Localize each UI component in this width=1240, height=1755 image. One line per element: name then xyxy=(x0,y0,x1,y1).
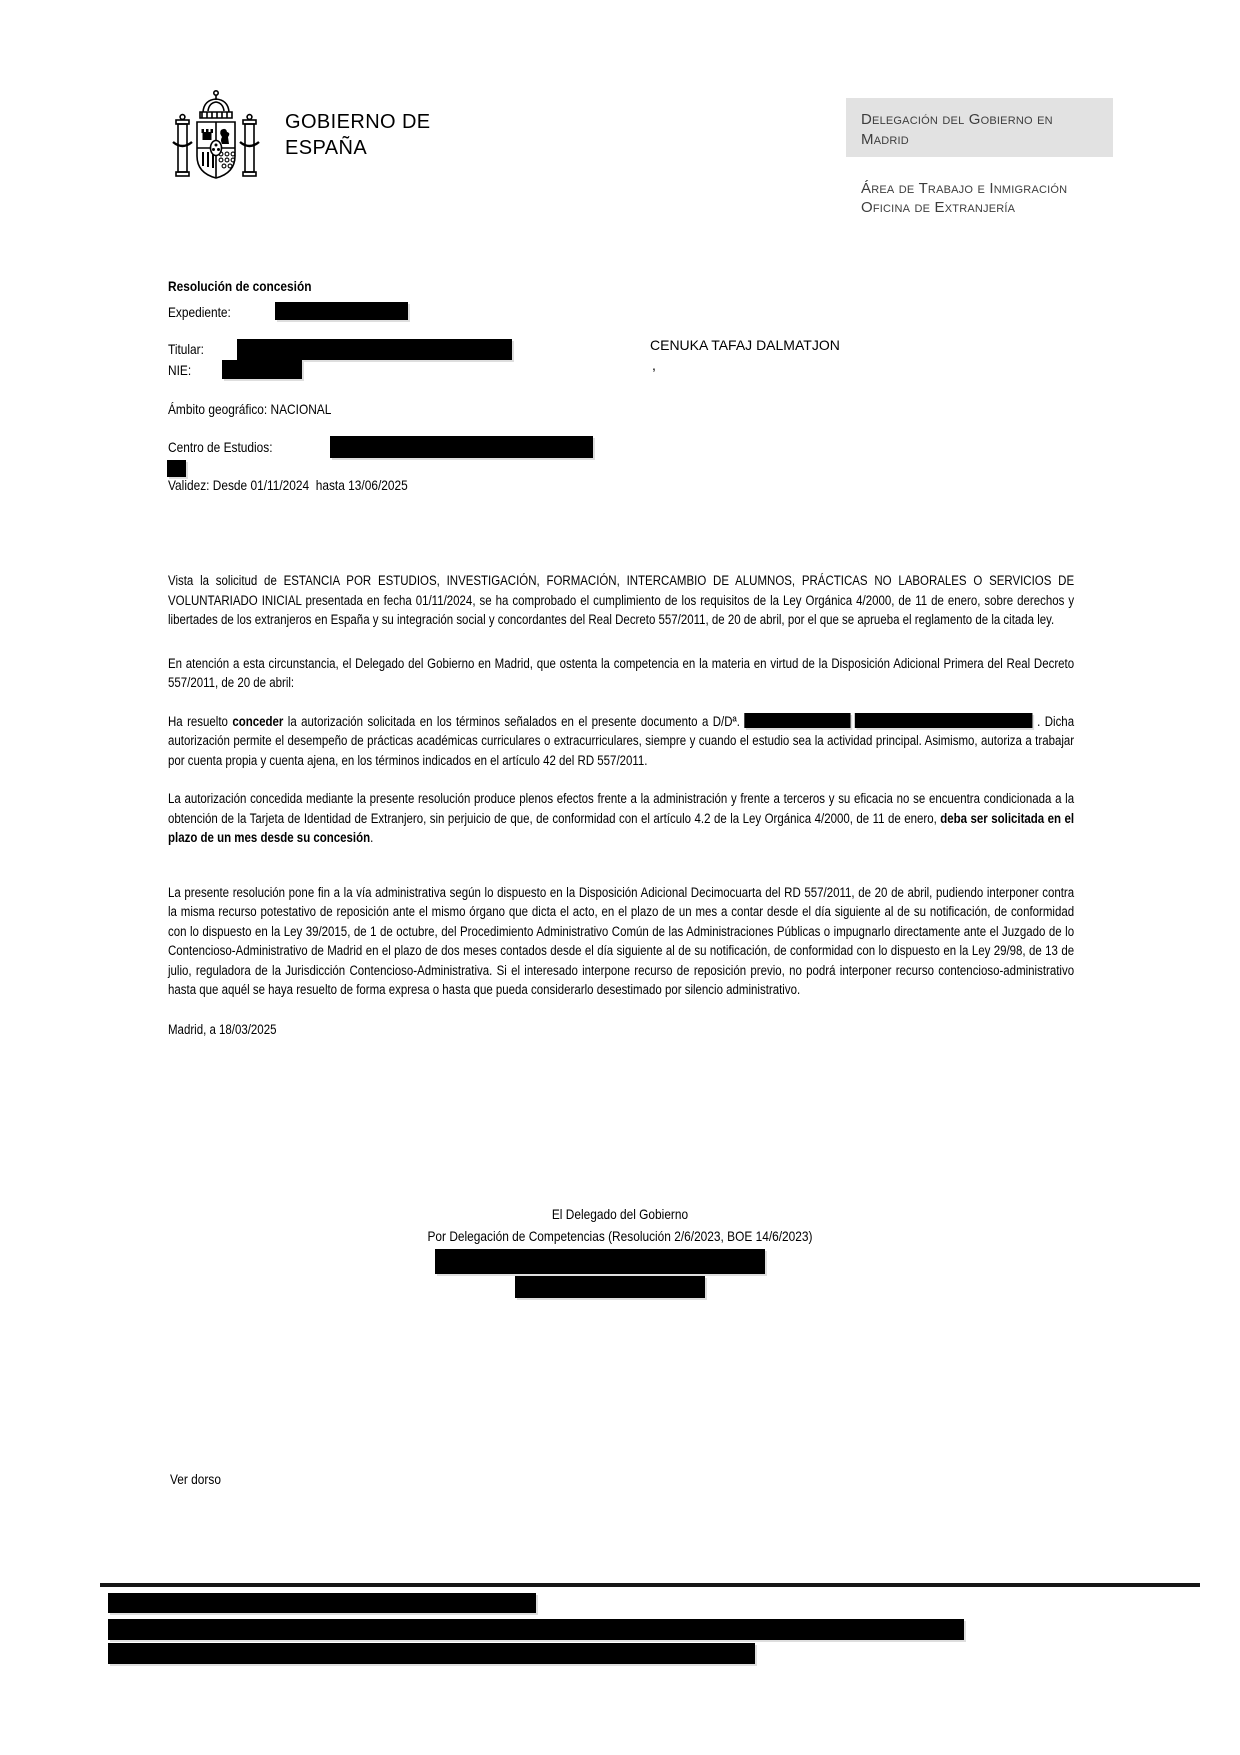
government-wordmark xyxy=(285,109,431,161)
validez-line: Validez: Desde 01/11/2024 hasta 13/06/2025 xyxy=(168,477,408,493)
redacted-titular xyxy=(237,339,512,360)
centro-label: Centro de Estudios: xyxy=(168,439,273,455)
footer-divider xyxy=(100,1583,1200,1587)
redacted-centro-line2 xyxy=(167,460,186,477)
text-run: En atención a esta circunstancia, el Delegado del Gobierno en Madrid, que ostenta la competencia en la materia en virtud de la Disposición Adicional Primera del Real Decreto 557/2011, de 20 de abril: xyxy=(168,655,1075,690)
date-place-line: Madrid, a 18/03/2025 xyxy=(168,1021,277,1037)
redacted-text-inline xyxy=(855,713,1033,728)
signature-block xyxy=(238,1203,1003,1247)
redacted-footer-line2 xyxy=(108,1619,964,1640)
recipient-line2: , xyxy=(652,357,656,373)
paragraph-2 xyxy=(168,654,1074,693)
text-run: La presente resolución pone fin a la vía administrativa según lo dispuesto en la Disposición Adicional Decimocuarta del RD 557/2011, de 20 de abril, pudiendo interponer contra la misma recurso potestativo de reposición ante el mismo órgano que dicta el acto, en el plazo de un mes a contar desde el día siguiente al de su notificación, de conformidad con lo dispuesto en la Ley 39/2015, de 1 de octubre, del Procedimiento Administrativo Común de las Administraciones Públicas o impugnarlo directamente ante el Juzgado de lo Contencioso-Administrativo de Madrid en el plazo de dos meses contados desde el día siguiente al de su notificación, de conformidad con lo dispuesto en la Ley 29/98, de 13 de julio, reguladora de la Jurisdicción Contencioso-Administrativa. Si el interesado interpone recurso de reposición previo, no podrá interponer recurso contencioso-administrativo hasta que aquél se haya resuelto de forma expresa o hasta que pueda considerarlo desestimado por silencio administrativo. xyxy=(168,884,1075,997)
redacted-nie xyxy=(222,360,302,379)
org-name-box xyxy=(846,98,1113,157)
org-subunits xyxy=(861,179,1141,217)
bold-text-run: deba ser solicitada en el plazo de un mes desde su concesión xyxy=(168,810,1075,845)
paragraph-4 xyxy=(168,789,1074,848)
redacted-text-inline xyxy=(744,713,850,728)
text-run: Ha resuelto xyxy=(168,713,233,729)
text-run: la autorización solicitada en los términos señalados en el presente documento a D/Dª. xyxy=(283,713,745,729)
paragraph-5 xyxy=(168,883,1074,1000)
paragraph-3 xyxy=(168,712,1074,771)
document-title: Resolución de concesión xyxy=(168,278,312,294)
expediente-label: Expediente: xyxy=(168,304,231,320)
text-run: La autorización concedida mediante la presente resolución produce plenos efectos frente a la administración y frente a terceros y su eficacia no se encuentra condicionada a la obtención de la Tarjeta de Identidad de Extranjero, sin perjuicio de que, de conformidad con el artículo 4.2 de la Ley Orgánica 4/2000, de 11 de enero, xyxy=(168,791,1075,826)
body-text xyxy=(168,571,1074,1039)
signature-title: El Delegado del Gobierno xyxy=(551,1206,689,1222)
wordmark-line2: ESPAÑA xyxy=(285,137,368,159)
redacted-footer-line3 xyxy=(108,1643,755,1664)
text-run: . Dicha autorización permite el desempeño de prácticas académicas curriculares o extracurriculares, siempre y cuando el estudio sea la actividad principal. Asimismo, autoriza a trabajar por cuenta propia y cuenta ajena, en los términos indicados en el artículo 42 del RD 557/2011. xyxy=(168,713,1075,768)
paragraph-1 xyxy=(168,571,1074,630)
wordmark-line1: GOBIERNO DE xyxy=(285,111,431,133)
redacted-signature-line2 xyxy=(515,1276,705,1298)
redacted-footer-line1 xyxy=(108,1593,536,1613)
titular-label: Titular: xyxy=(168,341,204,357)
spain-coat-of-arms-icon xyxy=(170,86,262,197)
redacted-expediente xyxy=(275,302,408,320)
recipient-name: CENUKA TAFAJ DALMATJON xyxy=(650,337,840,353)
ver-dorso-note: Ver dorso xyxy=(170,1471,221,1487)
bold-text-run: conceder xyxy=(232,713,284,729)
text-run: Vista la solicitud de ESTANCIA POR ESTUDIOS, INVESTIGACIÓN, FORMACIÓN, INTERCAMBIO DE ALUMNOS, PRÁCTICAS NO LABORALES O SERVICIOS DE VOLUNTARIADO INICIAL presentada en fecha 01/11/2024, se ha comprobado el cumplimiento de los requisitos de la Ley Orgánica 4/2000, de 11 de enero, sobre derechos y libertades de los extranjeros en España y su integración social y concordantes del Real Decreto 557/2011, de 20 de abril, por el que se aprueba el reglamento de la citada ley. xyxy=(168,573,1075,627)
signature-delegation: Por Delegación de Competencias (Resolución 2/6/2023, BOE 14/6/2023) xyxy=(427,1228,813,1244)
redacted-signature-line1 xyxy=(435,1249,765,1274)
org-area: Área de Trabajo e Inmigración xyxy=(861,180,1068,197)
org-name: Delegación del Gobierno en Madrid xyxy=(861,111,1053,148)
nie-label: NIE: xyxy=(168,362,192,378)
text-run: . xyxy=(370,830,374,845)
redacted-centro xyxy=(330,436,593,458)
org-office: Oficina de Extranjería xyxy=(861,199,1016,216)
ambito-line: Ámbito geográfico: NACIONAL xyxy=(168,401,332,417)
